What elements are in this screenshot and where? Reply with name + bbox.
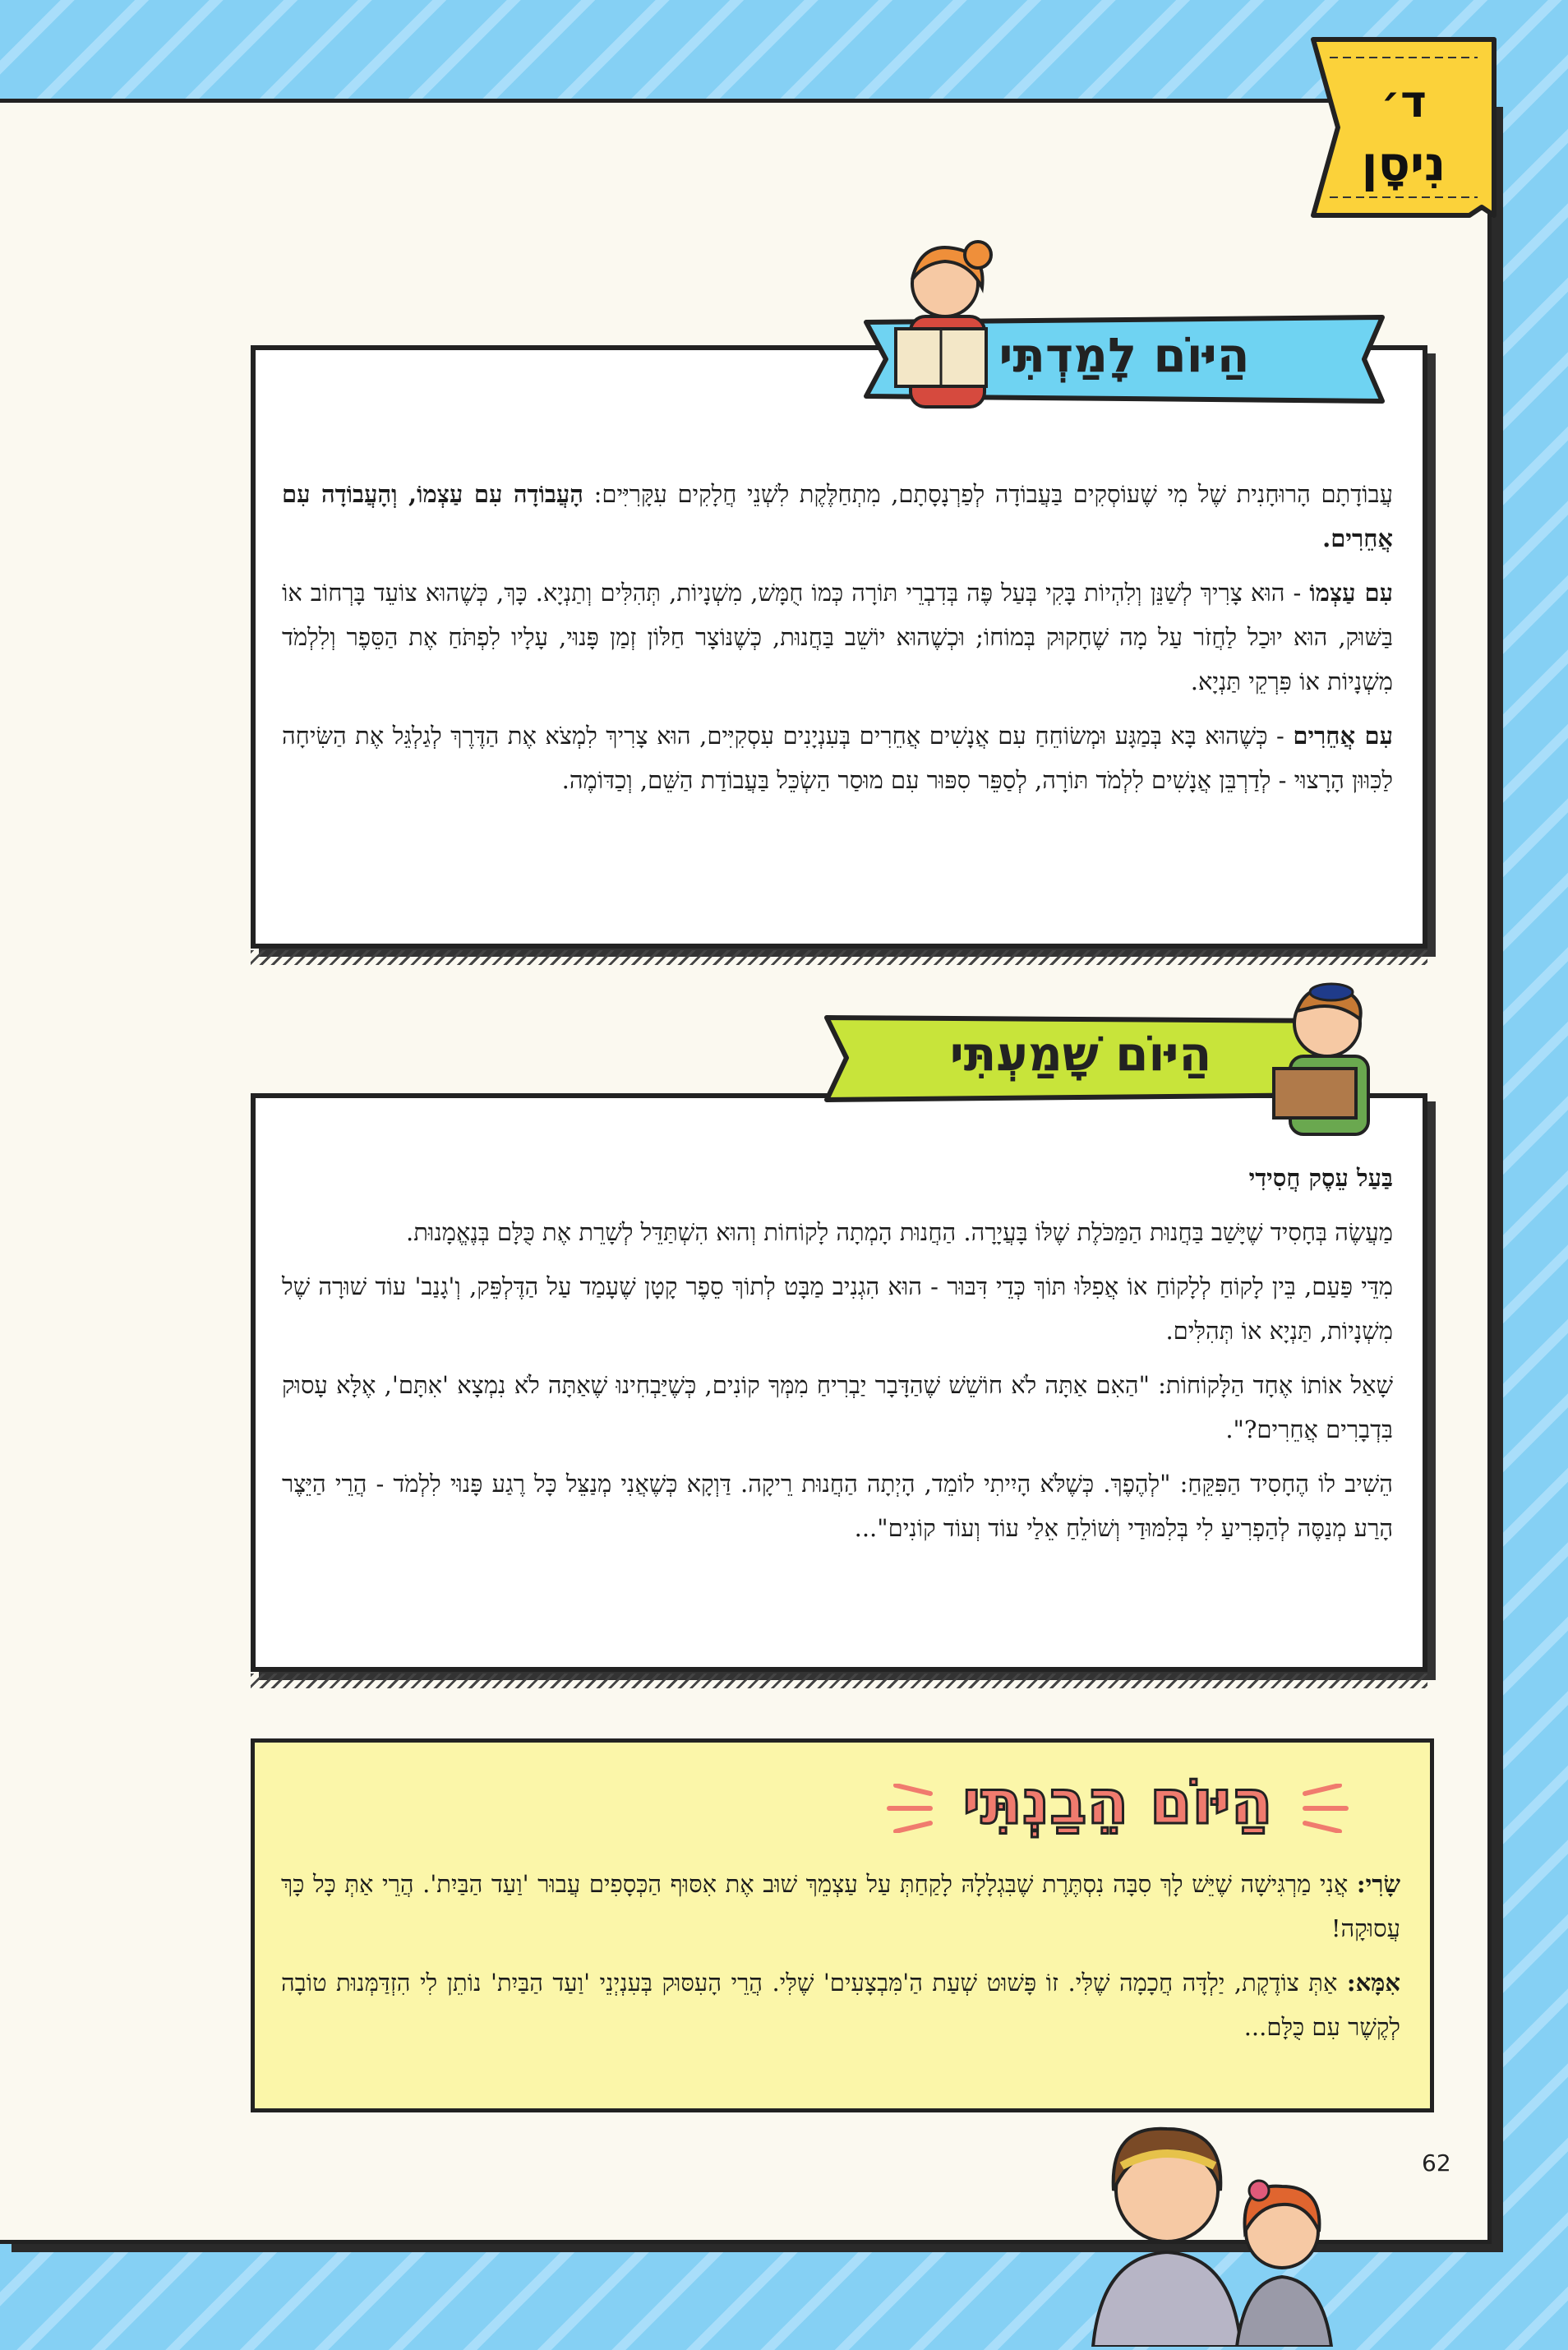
learned-paragraph-3: עִם אֲחֵרִים - כְּשֶׁהוּא בָּא בְּמַגָּע וּמְשׂוֹחֵחַ עִם אֲנָשִׁים אֲחֵרִים בְּעִנְיָנִים עִסְקִיִּים, הוּא צָרִיךְ לִמְצֹא אֶת הַדֶּרֶךְ לְגַלְגֵּל אֶת הַשִּׂיחָה לַכִּוּוּן הָרָצוּי - לְדַרְבֵּן אֲנָשִׁים לִלְמֹד תּוֹרָה, לְסַפֵּר סִפּוּר עִם מוּסַר הַשְׂכֵּל בַּעֲבוֹדַת הַשֵּׁם, וְכַדּוֹמֶה. — [282, 722, 1393, 794]
understood-title: הַיּוֹם הֵבַנְתִּי — [962, 1767, 1273, 1838]
heard-paragraph-2: מִדֵּי פַּעַם, בֵּין לָקוֹחַ לְלָקוֹחַ אוֹ אֲפִלּוּ תּוֹךְ כְּדֵי דִּבּוּר - הוּא הִגְנִיב מַבָּט לְתוֹךְ סֵפֶר קָטָן שֶׁעָמַד עַל הַדֶּלְפֵּק, וְ'גָנַב' עוֹד שׁוּרָה שֶׁל מִשְׁנָיוֹת, תַּנְיָא אוֹ תְּהִלִּים. — [282, 1272, 1393, 1345]
understood-sari-line: שָׂרִי: אֲנִי מַרְגִּישָׁה שֶׁיֵּשׁ לָךְ סִבָּה נִסְתֶּרֶת שֶׁבִּגְלָלָהּ לָקַחַתְּ עַל עַצְמֵךְ שׁוּב אֶת אִסּוּף הַכְּסָפִים עֲבוּר 'וַעַד הַבַּיִת'. הֲרֵי אַתְּ כָּל כָּךְ עֲסוּקָה! — [281, 1870, 1400, 1942]
sari-label: שָׂרִי: — [1356, 1870, 1400, 1898]
learned-paragraph-1: עֲבוֹדָתָם הָרוּחָנִית שֶׁל מִי שֶׁעוֹסְקִים בַּעֲבוֹדָה לְפַרְנָסָתָם, מִתְחַלֶּקֶת לִשְׁנֵי חֲלָקִים עִקָּרִיִּים: הָעֲבוֹדָה עִם עַצְמוֹ, וְהָעֲבוֹדָה עִם אֲחֵרִים. — [282, 480, 1393, 552]
page-number: 62 — [1422, 2149, 1451, 2177]
spark-lines-icon — [1298, 1784, 1356, 1833]
heard-heading: בַּעַל עֵסֶק חֲסִידִי — [1248, 1164, 1393, 1192]
heard-text — [282, 1156, 1393, 1560]
date-day: ד׳ — [1381, 76, 1427, 127]
date-month: נִיסָן — [1361, 136, 1446, 192]
heard-paragraph-4: הֵשִׁיב לוֹ הֶחָסִיד הַפִּקֵּחַ: "לְהֶפֶךְ. כְּשֶׁלֹּא הָיִיתִי לוֹמֵד, הָיְתָה הַחֲנוּת רֵיקָה. דַּוְקָא כְּשֶׁאֲנִי מְנַצֵּל כָּל רֶגַע פָּנוּי לִלְמֹד - הֲרֵי הַיֵּצֶר הָרַע מְנַסֶּה לְהַפְרִיעַ לִי בְּלִמּוּדַי וְשׁוֹלֵחַ אֵלַי עוֹד וְעוֹד קוֹנִים"... — [282, 1470, 1393, 1542]
reading-boy-illustration — [1249, 974, 1389, 1138]
learned-title: הַיּוֹם לָמַדְתִּי — [998, 327, 1250, 383]
heard-box — [251, 1093, 1427, 1672]
ima-label: אִמָּא: — [1346, 1969, 1400, 1997]
learned-paragraph-2: עִם עַצְמוֹ - הוּא צָרִיךְ לְשַׁנֵּן וְלִהְיוֹת בָּקִי בְּעַל פֶּה בְּדִבְרֵי תּוֹרָה כְּמוֹ חֻמָּשׁ, מִשְׁנָיוֹת, תְּהִלִּים וְתַנְיָא. כָּךְ, כְּשֶׁהוּא צוֹעֵד בָּרְחוֹב אוֹ בַּשּׁוּק, הוּא יוּכַל לַחֲזֹר עַל מָה שֶׁחָקוּק בְּמוֹחוֹ; וּכְשֶׁהוּא יוֹשֵׁב בַּחֲנוּת, כְּשֶׁנּוֹצָר חַלּוֹן זְמַן פָּנוּי, עָלָיו לִפְתֹּחַ אֶת הַסֵּפֶר וְלִלְמֹד מִשְׁנָיוֹת אוֹ פִּרְקֵי תַּנְיָא. — [282, 579, 1393, 695]
understood-ima-line: אִמָּא: אַתְּ צוֹדֶקֶת, יַלְדָּה חֲכָמָה שֶׁלִּי. זוֹ פָּשׁוּט שְׁעַת הַ'מִּבְצָעִים' שֶׁלִּי. הֲרֵי הָעִסּוּק בְּעִנְיְנֵי 'וַעַד הַבַּיִת' נוֹתֵן לִי הִזְדַּמְּנוּת טוֹבָה לְקֶשֶׁר עִם כֻּלָּם... — [281, 1969, 1400, 2041]
learned-summary-bold: הָעֲבוֹדָה עִם עַצְמוֹ, וְהָעֲבוֹדָה עִם אֲחֵרִים. — [282, 480, 1393, 552]
understood-text — [281, 1862, 1400, 2059]
mother-daughter-illustration — [1077, 2100, 1348, 2347]
heard-paragraph-3: שָׁאַל אוֹתוֹ אֶחָד הַלָּקוֹחוֹת: "הַאִם אַתָּה לֹא חוֹשֵׁשׁ שֶׁהַדָּבָר יַבְרִיחַ מִמְּךָ קוֹנִים, כְּשֶׁיַּבְחִינוּ שֶׁאַתָּה לֹא נִמְצָא 'אִתָּם', אֶלָּא עָסוּק בִּדְבָרִים אֲחֵרִים?". — [282, 1371, 1393, 1443]
banner-shape — [1305, 33, 1502, 222]
learned-box — [251, 345, 1427, 949]
learned-self-label: עִם עַצְמוֹ — [1309, 579, 1393, 607]
heard-paragraph-1: מַעֲשֶׂה בְּחָסִיד שֶׁיָּשַׁב בַּחֲנוּת הַמַּכֹּלֶת שֶׁלּוֹ בָּעֲיָרָה. הַחֲנוּת הָמְתָה לָקוֹחוֹת וְהוּא הִשְׁתַּדֵּל לְשָׁרֵת אֶת כֻּלָּם בְּנֶאֱמָנוּת. — [406, 1218, 1393, 1246]
spark-lines-icon — [879, 1784, 937, 1833]
learned-others-label: עִם אֲחֵרִים — [1293, 722, 1393, 750]
reading-girl-illustration — [863, 238, 1019, 411]
heard-title: הַיּוֹם שָׁמַעְתִּי — [949, 1026, 1212, 1082]
date-banner — [1305, 33, 1502, 222]
learned-text — [282, 472, 1393, 812]
